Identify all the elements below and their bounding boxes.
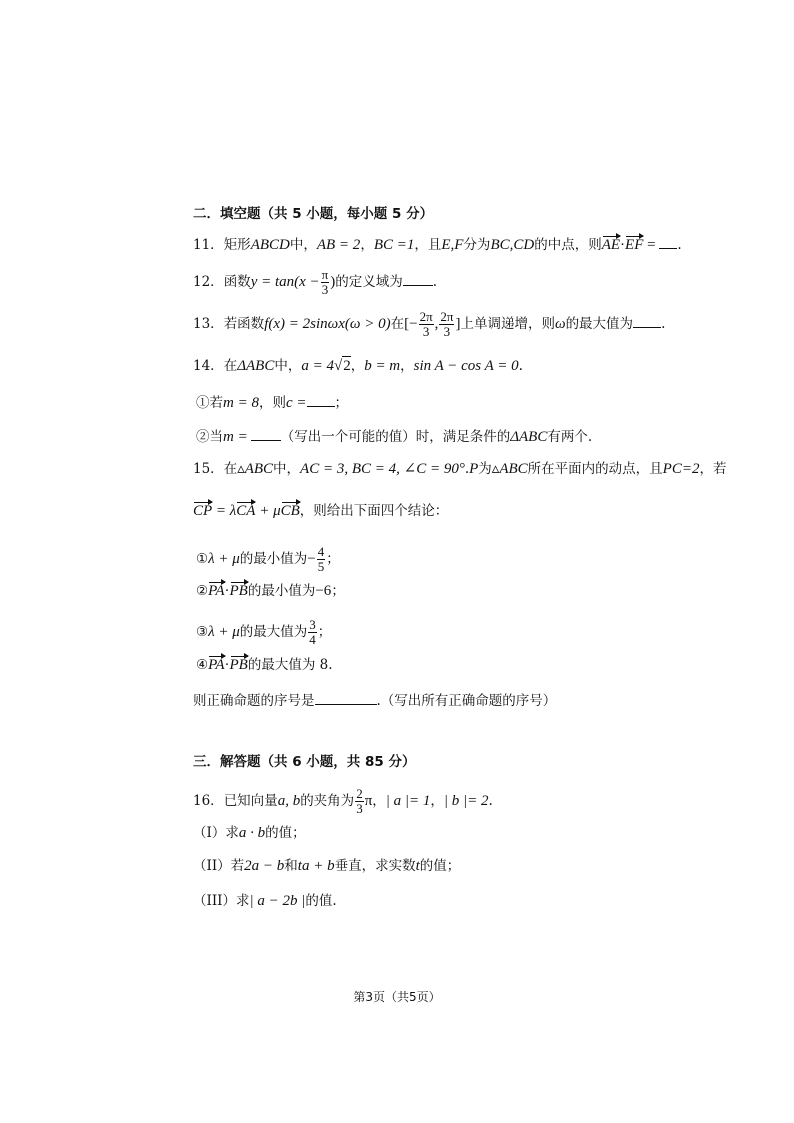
q11-dot: · — [620, 237, 626, 253]
q15-text-5: 所在平面内的动点，且 — [527, 461, 663, 477]
q15-c3-den: 4 — [309, 632, 316, 647]
q16-text-4: ， — [430, 793, 444, 809]
q15-c1-marker: ① — [196, 551, 209, 567]
q14-text-3: ， — [350, 358, 365, 374]
q14-p2-triangle: ΔABC — [510, 429, 548, 445]
q14-p2-prefix: ②当 — [196, 429, 223, 445]
q16-number: 16． — [193, 793, 224, 809]
q15-ask-suffix: .（写出所有正确命题的序号） — [376, 693, 557, 709]
q11-vector-ef: EF — [625, 237, 644, 253]
q16-p2-variable-t: t — [415, 858, 420, 874]
q15-c3-formula: λ + μ — [208, 624, 240, 640]
q11-text-4: ，且 — [414, 237, 442, 253]
q11-bccd: BC,CD — [490, 237, 535, 253]
q16-p2-prefix: （II）若 — [193, 858, 245, 874]
q15-answer-blank — [315, 690, 377, 705]
q12-text-2: 的定义域为 — [335, 274, 403, 290]
q13-fraction-1 — [419, 310, 434, 339]
section-2-heading: 二．填空题（共 5 小题，每小题 5 分） — [193, 206, 434, 222]
q14-part-1 — [196, 392, 348, 412]
q11-number: 11． — [193, 237, 224, 253]
q15-conclusion-1 — [196, 545, 340, 574]
q12-fraction — [321, 268, 330, 297]
q15-plus-mu: + μ — [255, 503, 281, 519]
q14-p1-m: m = 8 — [223, 395, 259, 411]
q12-end: . — [432, 274, 438, 290]
q15-c1-num: 4 — [317, 544, 325, 559]
q14-end: . — [518, 358, 523, 374]
q14-text-2: 中， — [274, 358, 302, 374]
q15-c1-formula: λ + μ — [208, 551, 240, 567]
q15-c1-fraction — [317, 545, 326, 574]
q12-frac-num: π — [321, 267, 329, 282]
q11-ef: E,F — [441, 237, 464, 253]
q13-fraction-2 — [439, 310, 454, 339]
q13-frac2-num: 2π — [440, 309, 454, 324]
q14-p2-mid: （写出一个可能的值）时，满足条件的 — [280, 429, 511, 445]
q15-vector-cb: CB — [280, 503, 300, 519]
q13-formula: f(x) = 2sinωx(ω > 0) — [264, 316, 391, 332]
q16-p2-mid: 和 — [284, 858, 298, 874]
q13-text-3: 上单调递增，则 — [460, 316, 555, 332]
q15-c3-num: 3 — [309, 617, 316, 632]
q14-number: 14． — [193, 358, 224, 374]
q16-p3-formula: | a − 2b | — [249, 893, 306, 909]
q14-p1-end: ； — [334, 395, 348, 411]
q15-c2-dot: · — [224, 583, 230, 599]
q16-frac-den: 3 — [356, 801, 363, 816]
q15-c2-marker: ② — [196, 583, 209, 599]
q11-vector-ae: AE — [601, 237, 621, 253]
q11-text-2: 中， — [289, 237, 317, 253]
q12-answer-blank — [403, 271, 433, 286]
q11-text-1: 矩形 — [223, 237, 251, 253]
question-15 — [193, 460, 726, 478]
q15-conclusion-3 — [196, 618, 331, 647]
q12-frac-den: 3 — [321, 282, 329, 297]
q14-triangle: ΔABC — [237, 358, 275, 374]
q13-omega: ω — [554, 316, 566, 332]
question-13 — [193, 310, 665, 339]
q15-text-1: 在 — [223, 461, 238, 477]
q14-side-b: b = m — [364, 358, 401, 374]
q15-text-7: ，则给出下面四个结论： — [299, 503, 449, 519]
q12-formula-1: y = tan(x − — [250, 274, 320, 290]
q15-c2-vector-pb: PB — [229, 583, 248, 599]
q16-text-3: ， — [372, 793, 386, 809]
q16-p3-prefix: （III）求 — [193, 893, 250, 909]
q15-c3-text: 的最大值为 — [239, 624, 308, 640]
q16-text-2: 的夹角为 — [300, 793, 355, 809]
q16-end: . — [488, 793, 493, 809]
q11-answer-blank — [659, 234, 677, 249]
q14-sqrt-arg: 2 — [343, 358, 351, 374]
q15-triangle: ▵ABC — [237, 461, 274, 477]
page-footer: 第3页（共5页） — [353, 990, 441, 1004]
q12-text-1: 函数 — [223, 274, 251, 290]
q13-answer-blank — [633, 313, 661, 328]
q16-p1-prefix: （I）求 — [193, 825, 239, 841]
q16-norm-a: | a |= 1 — [385, 793, 431, 809]
q15-c4-vector-pa: PA — [208, 657, 225, 673]
q11-text-5: 分为 — [463, 237, 491, 253]
q15-eq-lambda: = λ — [212, 503, 237, 519]
q15-c2-end: ； — [331, 583, 345, 599]
question-16 — [193, 787, 493, 816]
q13-right-bracket: ] — [455, 316, 461, 332]
q12-number: 12． — [193, 274, 224, 290]
q15-c3-fraction — [308, 618, 317, 647]
q15-c2-value: −6 — [315, 583, 332, 599]
q11-text-6: 的中点，则 — [534, 237, 602, 253]
q15-text-2: 中， — [273, 461, 301, 477]
q14-p1-answer-blank — [307, 392, 335, 407]
q13-left-bracket: [− — [404, 316, 418, 332]
section-3-heading: 三．解答题（共 6 小题，共 85 分） — [193, 754, 416, 770]
q16-part-1 — [193, 824, 306, 842]
q16-part-3 — [193, 892, 337, 910]
q11-text-3: ， — [360, 237, 374, 253]
q14-p1-c: c = — [285, 395, 307, 411]
q16-frac-num: 2 — [356, 786, 363, 801]
q14-side-a: a = 4 — [301, 358, 334, 374]
q15-c4-vector-pb: PB — [229, 657, 248, 673]
q15-c2-vector-pa: PA — [208, 583, 225, 599]
q12-formula-2: ) — [330, 274, 336, 290]
q16-p2-formula-1: 2a − b — [244, 858, 285, 874]
q15-pc: PC=2 — [662, 461, 700, 477]
q13-text-4: 的最大值为 — [565, 316, 634, 332]
question-12 — [193, 268, 437, 297]
q11-end: . — [677, 237, 682, 253]
q15-point-p: P — [469, 461, 479, 477]
q16-p3-end: 的值. — [305, 893, 337, 909]
q13-text-2: 在 — [390, 316, 405, 332]
q15-question — [193, 690, 556, 710]
q15-c4-marker: ④ — [196, 657, 209, 673]
q13-comma: , — [434, 316, 439, 332]
q14-p1-prefix: ①若 — [196, 395, 223, 411]
q14-relation: sin A − cos A = 0 — [413, 358, 519, 374]
q16-p2-end: 的值； — [419, 858, 461, 874]
q14-p2-m: m = — [223, 429, 248, 445]
q14-p2-answer-blank — [251, 426, 281, 441]
q13-frac2-den: 3 — [443, 324, 451, 339]
q15-c3-marker: ③ — [196, 624, 209, 640]
q13-frac1-den: 3 — [422, 324, 430, 339]
q13-end: . — [661, 316, 666, 332]
q15-conditions: AC = 3, BC = 4, ∠C = 90° — [300, 461, 465, 477]
q16-text-1: 已知向量 — [223, 793, 278, 809]
q15-c1-den: 5 — [317, 559, 325, 574]
q15-text-4: 为 — [478, 461, 492, 477]
q15-vector-cp: CP — [193, 503, 213, 519]
q15-c1-minus: − — [307, 551, 316, 567]
q14-text-4: ， — [400, 358, 414, 374]
q11-bc: BC =1 — [373, 237, 415, 253]
q15-conclusion-4 — [196, 656, 333, 674]
q15-ask-prefix: 则正确命题的序号是 — [193, 693, 315, 709]
q16-fraction — [355, 787, 364, 816]
question-11 — [193, 234, 682, 254]
q14-text-1: 在 — [223, 358, 238, 374]
q14-p2-end: 有两个. — [547, 429, 593, 445]
q15-text-6: ，若 — [699, 461, 727, 477]
q15-conclusion-2 — [196, 582, 345, 600]
q16-p2-formula-2: ta + b — [297, 858, 335, 874]
q14-p1-mid: ，则 — [258, 395, 286, 411]
q16-p1-end: 的值； — [265, 825, 306, 841]
q15-c2-text: 的最小值为 — [247, 583, 316, 599]
q15-vector-ca: CA — [236, 503, 256, 519]
question-14: 14．在ΔABC中，a = 4√2，b = m，sin A − cos A = 0. — [193, 358, 523, 374]
q15-number: 15． — [193, 461, 224, 477]
q15-c3-end: ； — [317, 624, 332, 640]
q15-text-3: . — [464, 461, 470, 477]
q15-vector-condition — [193, 502, 448, 520]
q13-number: 13． — [193, 316, 224, 332]
q16-norm-b: | b |= 2 — [443, 793, 489, 809]
q15-c1-text: 的最小值为 — [239, 551, 308, 567]
q11-equals: = — [643, 237, 660, 253]
q15-triangle-2: ▵ABC — [491, 461, 528, 477]
q11-ab: AB = 2 — [316, 237, 361, 253]
q16-pi: π — [364, 793, 373, 809]
q16-p2-mid2: 垂直，求实数 — [334, 858, 416, 874]
q15-c1-end: ； — [326, 551, 340, 567]
q13-text-1: 若函数 — [223, 316, 265, 332]
q15-c4-dot: · — [224, 657, 230, 673]
q14-part-2 — [196, 426, 592, 446]
q16-p1-formula: a · b — [238, 825, 266, 841]
q15-c4-text: 的最大值为 8. — [247, 657, 333, 673]
q16-vectors: a, b — [277, 793, 301, 809]
q11-abcd: ABCD — [250, 237, 290, 253]
q16-part-2 — [193, 857, 460, 875]
q13-frac1-num: 2π — [419, 309, 433, 324]
